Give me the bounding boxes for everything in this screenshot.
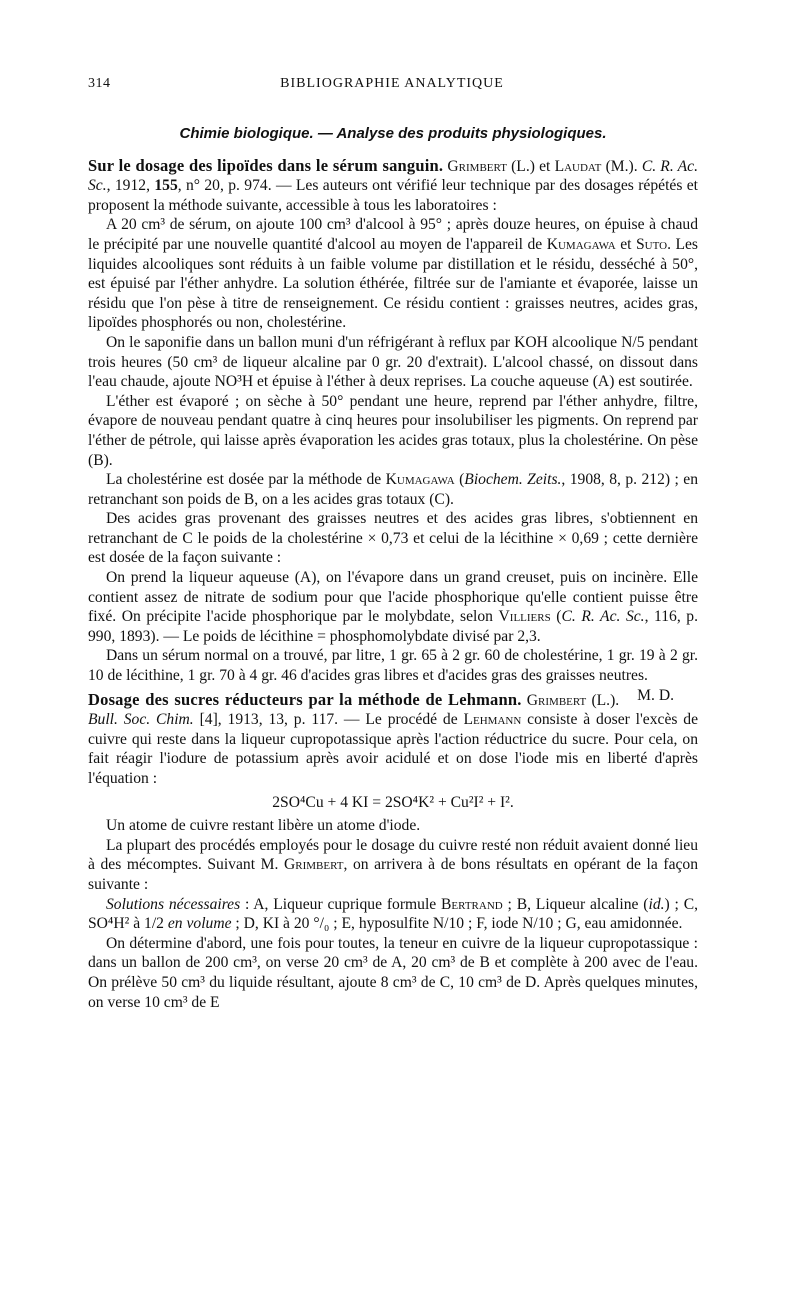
text-run: Dans un sérum normal on a trouvé, par litre, 1 gr. 65 à 2 gr. 60 de cholestérine, 1 gr. 19 à 2 gr. 10 de lécithine, 1 gr. 70 à 4 gr. 46 d'acides gras libres et d'acides gras des graisses neutres. [88, 647, 698, 685]
text-run: , 1908, 8, p. 212) ; en retranchant son poids de B, on a les acides gras totaux (C). [88, 471, 698, 508]
running-title: BIBLIOGRAPHIE ANALYTIQUE [280, 76, 504, 91]
text-run: (L.) et [506, 157, 555, 175]
text-run: On prend la liqueur aqueuse (A), on l'évapore dans un grand creuset, puis on incinère. Elle contient assez de nitrate de sodium pour que l'acide phosphorique qu'elle contient puisse être fixé. On précipite l'acide phosphorique par le molybdate, selon [88, 569, 698, 626]
author-name: Kumagawa [546, 235, 616, 253]
text-run: , 116, p. 990, 1893). — Le poids de lécithine = phosphomolybdate divisé par 2,3. [88, 608, 699, 645]
text-run: La cholestérine est dosée par la méthode de [106, 471, 386, 489]
text-run: A 20 cm³ de sérum, on ajoute 100 cm³ d'alcool à 95° ; après douze heures, on épuise à chaud le précipité par une nouvelle quantité d'alcool au moyen de l'appareil de [88, 216, 698, 253]
text-run: , 1912, [106, 177, 155, 195]
text-run: : A, Liqueur cuprique formule [240, 895, 442, 913]
section-title: Chimie biologique. — Analyse des produits physiologiques. [179, 125, 607, 142]
article-paragraph: L'éther est évaporé ; on sèche à 50° pendant une heure, reprend par l'éther anhydre, filtre, évapore de nouveau pendant quatre à cinq heures pour insolubiliser les pigments. On reprend par l'éther de pétrole, qui laisse après évaporation les acides gras totaux, plus la cholestérine. On pèse (B). [88, 392, 698, 469]
journal-title: Bull. Soc. Chim. [88, 711, 194, 729]
article-paragraph [88, 836, 698, 895]
author-name: Grimbert [526, 691, 587, 709]
text-run: La plupart des procédés employés pour le dosage du cuivre resté non réduit avaient donné lieu à des mécomptes. Suivant M. [88, 836, 698, 874]
article-paragraph [88, 895, 698, 934]
author-name: Lehmann [463, 711, 522, 729]
volume-number: 155 [154, 177, 178, 195]
text-run: ) ; C, SO⁴H² à 1/2 [88, 895, 698, 933]
signature: M. D. [637, 686, 674, 704]
article-paragraph [88, 156, 698, 216]
article-paragraph [88, 470, 698, 509]
article-title: Sur le dosage des lipoïdes dans le sérum sanguin. [88, 155, 444, 175]
journal-title: C. R. Ac. Sc. [561, 608, 645, 626]
author-name: Bertrand [441, 895, 503, 913]
journal-title: Biochem. Zeits. [464, 471, 562, 489]
article-paragraph: Un atome de cuivre restant libère un atome d'iode. [106, 817, 421, 835]
article-paragraph [88, 690, 698, 789]
page-body [88, 124, 698, 1012]
article-paragraph: Des acides gras provenant des graisses neutres et des acides gras libres, s'obtiennent en retranchant de C le poids de la cholestérine × 0,73 et celui de la lécithine × 0,69 ; cette dernière est dosée de la façon suivante : [88, 510, 698, 567]
journal-title: C. R. Ac. Sc. [88, 157, 698, 195]
author-name: Suto [635, 235, 668, 253]
author-name: Villiers [498, 608, 551, 626]
text-run: ( [454, 471, 465, 489]
article-paragraph: On le saponifie dans un ballon muni d'un réfrigérant à reflux par KOH alcoolique N/5 pendant trois heures (50 cm³ de liqueur alcaline par 0 gr. 20 d'extrait). L'alcool chassé, on dissout dans l'eau chaude, ajoute NO³H et épuise à l'éther à deux reprises. La couche aqueuse (A) est soutirée. [88, 333, 698, 391]
author-name: Grimbert [283, 856, 344, 874]
chemical-equation: 2SO⁴Cu + 4 KI = 2SO⁴K² + Cu²I² + I². [272, 793, 514, 811]
page-number: 314 [88, 76, 111, 91]
article-paragraph: On détermine d'abord, une fois pour toutes, la teneur en cuivre de la liqueur cupropotassique : dans un ballon de 200 cm³, on verse 20 cm³ de A, 20 cm³ de B et complète à 200 avec de l'eau. On prélève 50 cm³ du liquide résultant, ajoute 8 cm³ de C, 10 cm³ de D. Après quelques minutes, on verse 10 cm³ de E [88, 934, 698, 1011]
author-name: Grimbert [447, 157, 507, 175]
text-run: et [615, 235, 636, 253]
author-name: Laudat [554, 157, 602, 175]
article-paragraph [88, 215, 698, 333]
text-run: , n° 20, p. 974. — Les auteurs ont vérifié leur technique par des dosages répétés et proposent la méthode suivante, accessible à tous les laboratoires : [88, 177, 699, 214]
running-head [88, 76, 696, 96]
article-title: Dosage des sucres réducteurs par la méthode de Lehmann. [88, 689, 522, 709]
article-sucres [88, 690, 698, 1013]
text-run: [4], 1913, 13, p. 117. — Le procédé de [193, 711, 464, 729]
italic-term: id. [648, 895, 665, 913]
author-name: Kumagawa [385, 471, 455, 489]
text-run: , on arrivera à de bons résultats en opérant de la façon suivante : [88, 856, 698, 893]
text-run: ; D, KI à 20 °/₀ ; E, hyposulfite N/10 ; F, iode N/10 ; G, eau amidonnée. [231, 915, 683, 933]
text-run: ; B, Liqueur alcaline ( [502, 895, 649, 913]
italic-term: en volume [167, 915, 232, 933]
article-paragraph [88, 568, 698, 646]
text-run: ( [550, 608, 562, 626]
text-run: (M.). [601, 157, 642, 175]
text-run: (L.). [586, 691, 620, 709]
text-run: . Les liquides alcooliques sont réduits à un faible volume par distillation et le résidu, desséché à 50°, est épuisé par l'éther anhydre. La solution éthérée, filtrée sur de l'amiante et évaporée, laisse un résidu que l'on pèse à titre de renseignement. Ce résidu contient : graisses neutres, acides gras, lipoïdes phosphorés ou non, cholestérine. [88, 235, 698, 332]
italic-term: Solutions nécessaires [106, 895, 241, 913]
text-run: consiste à doser l'excès de cuivre qui reste dans la liqueur cupropotassique après l'action réductrice du sucre. Pour cela, on fait réagir l'iodure de potassium après avoir acidulé et on dose l'iode mis en liberté d'après l'équation : [88, 711, 699, 787]
